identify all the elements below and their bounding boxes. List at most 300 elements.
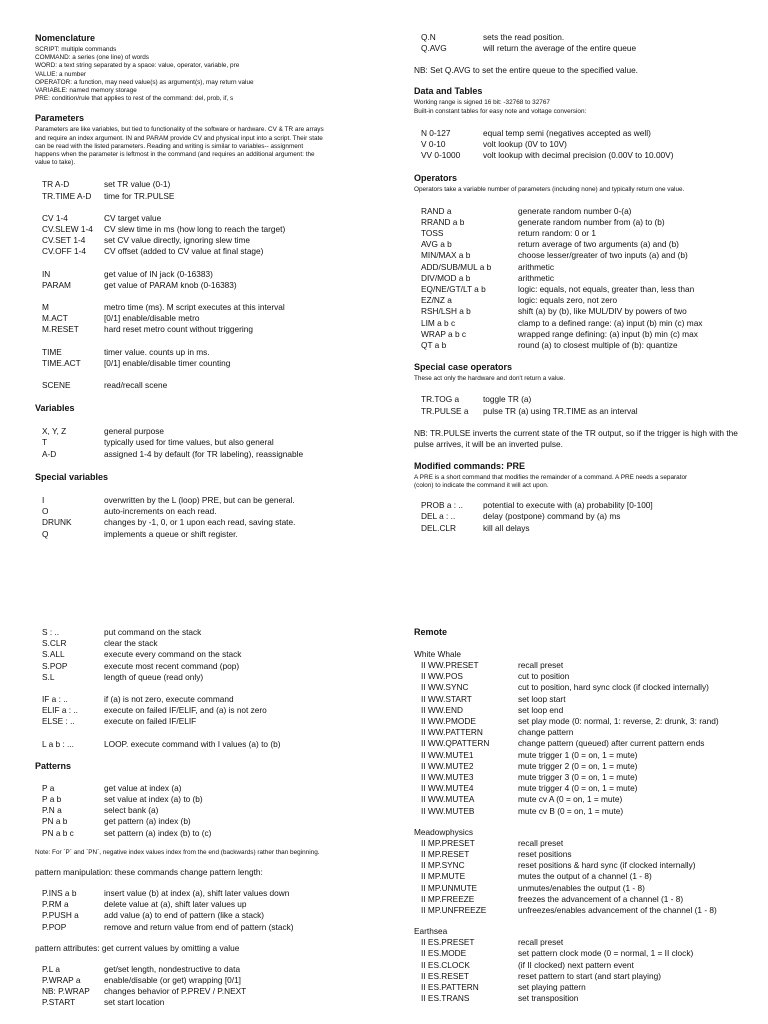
table-row: [414, 511, 754, 522]
row-key: II ES.PATTERN: [421, 982, 479, 993]
table-row: [414, 894, 754, 905]
row-value: metro time (ms). M script executes at this interval: [104, 302, 285, 313]
table-row: [414, 883, 754, 894]
table-row: [35, 922, 370, 933]
row-key: II WW.PATTERN: [421, 727, 483, 738]
row-value: LOOP. execute command with I values (a) to (b): [104, 738, 281, 749]
data-tables-title: Data and Tables: [414, 86, 483, 97]
table-row: [35, 627, 370, 638]
table-row: [414, 948, 754, 959]
row-key: CV.SET 1-4: [42, 235, 86, 246]
row-value: hard reset metro count without triggering: [104, 324, 253, 335]
row-value: assigned 1-4 by default (for TR labeling), reassignable: [104, 448, 304, 459]
row-value: get value of PARAM knob (0-16383): [104, 279, 237, 290]
table-row: [414, 960, 754, 971]
row-value: if (a) is not zero, execute command: [104, 694, 234, 705]
row-key: V 0-10: [421, 139, 446, 150]
table-row: [414, 738, 754, 749]
row-key: TR.TIME A-D: [42, 190, 92, 201]
row-key: S.ALL: [42, 649, 65, 660]
table-row: [35, 191, 370, 202]
table-row: [414, 783, 754, 794]
table-row: [414, 139, 754, 150]
parameters-desc-line: value to take).: [35, 159, 76, 167]
row-key: II WW.PRESET: [421, 660, 479, 670]
row-key: II MP.MUTE: [421, 871, 466, 882]
row-value: changes by -1, 0, or 1 upon each read, saving state.: [104, 517, 296, 528]
row-value: mute trigger 3 (0 = on, 1 = mute): [518, 772, 638, 783]
table-row: [35, 437, 370, 448]
table-row: [414, 794, 754, 805]
row-value: (if II clocked) next pattern event: [518, 959, 634, 970]
row-key: II MP.UNFREEZE: [421, 905, 487, 916]
row-value: add value (a) to end of pattern (like a stack): [104, 910, 265, 921]
row-value: execute every command on the stack: [104, 649, 242, 660]
nomenclature-line: SCRIPT: multiple commands: [35, 46, 117, 53]
table-row: [414, 937, 754, 948]
row-value: mute trigger 2 (0 = on, 1 = mute): [518, 760, 638, 771]
row-value: get pattern (a) index (b): [104, 816, 191, 827]
row-value: set start location: [104, 997, 165, 1008]
row-key: RRAND a b: [421, 216, 465, 227]
table-row: [414, 217, 754, 228]
row-value: mute cv A (0 = on, 1 = mute): [518, 794, 623, 805]
table-row: [35, 269, 370, 280]
parameters-title: Parameters: [35, 113, 85, 124]
row-value: set value at index (a) to (b): [104, 794, 203, 805]
nomenclature-line: OPERATOR: a function, may need value(s) as argument(s), may return value: [35, 78, 254, 86]
modified-desc-line: A PRE is a short command that modifies the remainder of a command. A PRE needs a separator: [414, 473, 688, 481]
table-row: [35, 694, 370, 705]
row-key: DIV/MOD a b: [421, 272, 471, 283]
nomenclature-line: PRE: condition/rule that applies to rest of the command: del, prob, if, s: [35, 95, 234, 103]
table-row: [35, 324, 370, 335]
table-row: [35, 179, 370, 190]
row-key: DEL a : ..: [421, 511, 456, 522]
row-value: arithmetic: [518, 272, 554, 283]
table-row: [414, 43, 754, 54]
left-column-bottom: [35, 627, 370, 1009]
row-key: II WW.MUTE4: [421, 783, 474, 794]
table-row: [35, 347, 370, 358]
earthsea-title: Earthsea: [414, 926, 448, 937]
row-key: DRUNK: [42, 517, 72, 528]
table-row: [35, 380, 370, 391]
row-key: P a b: [42, 794, 62, 805]
table-row: [35, 426, 370, 437]
parameters-desc-line: happens when the parameter is leftmost in the command (and requires an additional argument: the: [35, 151, 315, 159]
row-value: generate random number from (a) to (b): [518, 216, 665, 227]
row-key: X, Y, Z: [42, 426, 67, 437]
table-row: [414, 849, 754, 860]
table-row: [414, 761, 754, 772]
operators-title: Operators: [414, 173, 458, 184]
row-value: execute on failed IF/ELIF, and (a) is not zero: [104, 705, 267, 716]
row-key: CV.OFF 1-4: [42, 246, 86, 257]
row-key: II ES.TRANS: [421, 993, 470, 1004]
table-row: [35, 888, 370, 899]
row-value: wrapped range defining: (a) input (b) min (c) max: [518, 328, 698, 339]
row-value: freezes the advancement of a channel (1 - 8): [518, 893, 684, 904]
row-key: AVG a b: [421, 239, 452, 250]
table-row: [35, 517, 370, 528]
modified-desc-line: (colon) to indicate the command it will act upon.: [414, 482, 549, 490]
row-value: get/set length, nondestructive to data: [104, 963, 241, 974]
row-value: execute most recent command (pop): [104, 660, 240, 671]
nomenclature-line: VALUE: a number: [35, 70, 87, 78]
row-key: TR A-D: [42, 179, 70, 190]
row-key: II MP.RESET: [421, 849, 470, 860]
table-row: [35, 302, 370, 313]
nomenclature-line: WORD: a text string separated by a space: value, operator, variable, pre: [35, 62, 240, 70]
row-value: overwritten by the L (loop) PRE, but can be general.: [104, 494, 295, 505]
row-key: TR.PULSE a: [421, 405, 469, 416]
row-value: will return the average of the entire queue: [483, 43, 637, 54]
row-value: [0/1] enable/disable metro: [104, 313, 200, 324]
row-key: LIM a b c: [421, 317, 456, 328]
row-value: return average of two arguments (a) and (b): [518, 239, 679, 250]
table-row: [35, 246, 370, 257]
row-key: II WW.MUTE2: [421, 760, 474, 771]
row-key: II WW.MUTE3: [421, 772, 474, 783]
row-value: cut to position: [518, 671, 570, 682]
row-value: toggle TR (a): [483, 394, 532, 405]
variables-title: Variables: [35, 403, 75, 414]
row-key: P.INS a b: [42, 888, 77, 899]
table-row: [414, 682, 754, 693]
row-key: S.L: [42, 671, 55, 682]
table-row: [35, 805, 370, 816]
row-value: change pattern (queued) after current pattern ends: [518, 738, 705, 749]
row-key: MIN/MAX a b: [421, 250, 471, 261]
operators-desc: Operators take a variable number of parameters (including none) and typically return one value.: [414, 186, 685, 194]
row-key: A-D: [42, 448, 57, 459]
table-row: [35, 794, 370, 805]
row-value: arithmetic: [518, 261, 554, 272]
table-row: [35, 506, 370, 517]
row-key: L a b : ...: [42, 738, 74, 749]
patterns-title: Patterns: [35, 760, 72, 771]
row-key: M: [42, 302, 49, 313]
parameters-desc-line: and require an index argument. IN and PARAM provide CV and physical input into a script. Their state: [35, 134, 323, 142]
table-row: [35, 213, 370, 224]
row-value: equal temp semi (negatives accepted as well): [483, 127, 651, 138]
pattern-manipulation-title: pattern manipulation: these commands change pattern length:: [35, 867, 263, 878]
row-value: CV offset (added to CV value at final stage): [104, 246, 264, 257]
row-key: II MP.FREEZE: [421, 893, 475, 904]
table-row: [414, 905, 754, 916]
table-row: [414, 329, 754, 340]
row-value: insert value (b) at index (a), shift later values down: [104, 888, 290, 899]
row-value: logic: equals zero, not zero: [518, 295, 618, 306]
row-key: P.POP: [42, 921, 67, 932]
row-key: II ES.RESET: [421, 970, 469, 981]
table-row: [35, 529, 370, 540]
row-value: kill all delays: [483, 522, 530, 533]
row-key: EZ/NZ a: [421, 295, 452, 306]
row-key: TR.TOG a: [421, 394, 460, 405]
row-key: TOSS: [421, 228, 444, 239]
modified-title: Modified commands: PRE: [414, 460, 526, 471]
row-value: mute trigger 1 (0 = on, 1 = mute): [518, 749, 638, 760]
table-row: [414, 32, 754, 43]
row-key: II MP.SYNC: [421, 860, 465, 871]
table-row: [35, 313, 370, 324]
row-value: CV target value: [104, 212, 162, 223]
row-value: get value at index (a): [104, 782, 182, 793]
row-key: I: [42, 494, 45, 505]
row-value: potential to execute with (a) probability [0-100]: [483, 500, 653, 511]
row-key: II WW.MUTEB: [421, 805, 475, 816]
row-key: II ES.MODE: [421, 948, 467, 959]
row-key: PN a b: [42, 816, 68, 827]
row-value: length of queue (read only): [104, 671, 204, 682]
parameters-desc-line: Parameters are like variables, but tied to functionality of the software or hardware. CV & TR are arrays: [35, 126, 324, 134]
row-value: recall preset: [518, 937, 564, 948]
row-key: ELIF a : ..: [42, 705, 78, 716]
row-value: set playing pattern: [518, 982, 586, 993]
row-value: reset pattern to start (and start playing): [518, 970, 661, 981]
table-row: [414, 206, 754, 217]
nomenclature-line: COMMAND: a series (one line) of words: [35, 54, 149, 62]
row-value: clear the stack: [104, 638, 158, 649]
table-row: [414, 318, 754, 329]
row-key: II WW.END: [421, 704, 463, 715]
row-key: P.N a: [42, 805, 62, 816]
meadowphysics-title: Meadowphysics: [414, 826, 474, 837]
row-key: P.WRAP a: [42, 975, 81, 986]
row-key: RSH/LSH a b: [421, 306, 471, 317]
row-key: II ES.PRESET: [421, 937, 475, 948]
row-value: sets the read position.: [483, 32, 565, 42]
row-key: EQ/NE/GT/LT a b: [421, 284, 486, 295]
row-key: PROB a : ..: [421, 500, 463, 511]
table-row: [35, 910, 370, 921]
row-key: ELSE : ..: [42, 716, 75, 727]
row-key: VV 0-1000: [421, 150, 461, 161]
table-row: [414, 838, 754, 849]
row-key: II MP.UNMUTE: [421, 882, 478, 893]
table-row: [35, 816, 370, 827]
row-key: T: [42, 437, 48, 448]
remote-title: Remote: [414, 627, 448, 637]
table-row: [35, 649, 370, 660]
row-key: CV.SLEW 1-4: [42, 224, 93, 235]
table-row: [414, 406, 754, 417]
table-row: [35, 975, 370, 986]
table-row: [35, 705, 370, 716]
row-value: delete value at (a), shift later values up: [104, 899, 247, 910]
queue-note: NB: Set Q.AVG to set the entire queue to the specified value.: [414, 65, 638, 76]
table-row: [35, 224, 370, 235]
row-value: unmutes/enables the output (1 - 8): [518, 882, 645, 893]
table-row: [35, 986, 370, 997]
row-value: volt lookup with decimal precision (0.00V to 10.00V): [483, 150, 674, 161]
special-ops-note: NB: TR.PULSE inverts the current state of the TR output, so if the trigger is high with the pulse arrives, it will be an inverted pulse.: [414, 427, 738, 449]
row-key: II WW.SYNC: [421, 682, 469, 693]
table-row: [414, 660, 754, 671]
table-row: [414, 523, 754, 534]
special-ops-title: Special case operators: [414, 362, 513, 373]
row-value: mutes the output of a channel (1 - 8): [518, 871, 652, 882]
table-row: [35, 716, 370, 727]
table-row: [414, 982, 754, 993]
row-value: logic: equals, not equals, greater than, less than: [518, 284, 695, 295]
table-row: [35, 783, 370, 794]
row-key: N 0-127: [421, 127, 451, 138]
row-value: pulse TR (a) using TR.TIME as an interval: [483, 405, 638, 416]
table-row: [35, 638, 370, 649]
table-row: [414, 716, 754, 727]
row-key: SCENE: [42, 380, 71, 391]
row-value: recall preset: [518, 837, 564, 848]
row-key: II WW.MUTE1: [421, 749, 474, 760]
row-key: TIME: [42, 346, 62, 357]
table-row: [414, 239, 754, 250]
row-value: mute cv B (0 = on, 1 = mute): [518, 805, 624, 816]
left-column-top: [35, 33, 370, 540]
row-value: reset positions: [518, 849, 572, 860]
table-row: [414, 727, 754, 738]
row-key: O: [42, 506, 49, 517]
row-value: remove and return value from end of pattern (stack): [104, 921, 294, 932]
row-value: set loop start: [518, 693, 566, 704]
row-key: PARAM: [42, 279, 71, 290]
right-column-bottom: [414, 627, 754, 1004]
special-ops-desc: These act only the hardware and don't return a value.: [414, 375, 566, 383]
row-value: set loop end: [518, 704, 564, 715]
row-value: enable/disable (or get) wrapping [0/1]: [104, 975, 241, 986]
table-row: [414, 705, 754, 716]
row-value: return random: 0 or 1: [518, 228, 596, 239]
table-row: [414, 871, 754, 882]
row-value: [0/1] enable/disable timer counting: [104, 357, 231, 368]
row-key: II WW.START: [421, 693, 472, 704]
table-row: [414, 394, 754, 405]
row-key: P a: [42, 782, 55, 793]
table-row: [414, 250, 754, 261]
row-value: cut to position, hard sync clock (if clocked internally): [518, 682, 709, 693]
row-key: M.RESET: [42, 324, 79, 335]
table-row: [414, 772, 754, 783]
row-key: TIME.ACT: [42, 357, 81, 368]
right-column-top: [414, 32, 754, 534]
row-value: put command on the stack: [104, 627, 202, 637]
row-value: CV slew time in ms (how long to reach the target): [104, 224, 286, 235]
nomenclature-title: Nomenclature: [35, 33, 96, 43]
row-key: II ES.CLOCK: [421, 959, 470, 970]
row-value: shift (a) by (b), like MUL/DIV by powers of two: [518, 306, 687, 317]
table-row: [414, 500, 754, 511]
row-key: PN a b c: [42, 827, 74, 838]
white-whale-title: White Whale: [414, 649, 462, 659]
table-row: [414, 306, 754, 317]
row-key: II WW.POS: [421, 671, 463, 682]
table-row: [414, 284, 754, 295]
table-row: [414, 128, 754, 139]
row-value: typically used for time values, but also general: [104, 437, 274, 448]
table-row: [35, 899, 370, 910]
row-key: Q.AVG: [421, 43, 447, 54]
row-key: II WW.PMODE: [421, 716, 476, 727]
table-row: [35, 661, 370, 672]
table-row: [414, 340, 754, 351]
table-row: [35, 739, 370, 750]
data-tables-desc-line: Working range is signed 16 bit: -32768 to 32767: [414, 99, 550, 107]
table-row: [414, 694, 754, 705]
row-key: IF a : ..: [42, 694, 68, 705]
table-row: [35, 672, 370, 683]
row-key: Q: [42, 528, 49, 539]
data-tables-desc-line: Built-in constant tables for easy note and voltage conversion:: [414, 107, 587, 115]
row-value: timer value. counts up in ms.: [104, 346, 210, 357]
row-key: P.L a: [42, 963, 60, 974]
row-value: set pattern clock mode (0 = normal, 1 = II clock): [518, 948, 694, 959]
row-key: II MP.PRESET: [421, 837, 475, 848]
row-value: delay (postpone) command by (a) ms: [483, 511, 621, 522]
table-row: [414, 295, 754, 306]
row-value: time for TR.PULSE: [104, 190, 175, 201]
row-value: auto-increments on each read.: [104, 506, 217, 517]
row-key: ADD/SUB/MUL a b: [421, 261, 492, 272]
row-value: changes behavior of P.PREV / P.NEXT: [104, 986, 247, 997]
row-value: implements a queue or shift register.: [104, 528, 238, 539]
row-value: unfreezes/enables advancement of the channel (1 - 8): [518, 905, 717, 916]
row-value: generate random number 0-(a): [518, 205, 632, 216]
row-key: IN: [42, 268, 51, 279]
patterns-note: Note: For `P` and `PN`, negative index values index from the end (backwards) rather than beginning.: [35, 848, 320, 856]
row-key: RAND a: [421, 205, 452, 216]
row-key: S.CLR: [42, 638, 67, 649]
row-value: select bank (a): [104, 805, 159, 816]
row-key: NB: P.WRAP: [42, 986, 90, 997]
row-key: S : ..: [42, 627, 60, 637]
row-key: II WW.MUTEA: [421, 794, 475, 805]
row-key: P.RM a: [42, 899, 69, 910]
row-value: change pattern: [518, 727, 574, 738]
row-key: Q.N: [421, 32, 436, 42]
row-value: reset positions & hard sync (if clocked internally): [518, 860, 696, 871]
row-key: S.POP: [42, 660, 68, 671]
row-value: clamp to a defined range: (a) input (b) min (c) max: [518, 317, 703, 328]
table-row: [35, 449, 370, 460]
table-row: [35, 495, 370, 506]
table-row: [35, 235, 370, 246]
row-key: P.START: [42, 997, 76, 1008]
table-row: [414, 262, 754, 273]
row-key: QT a b: [421, 340, 447, 351]
row-key: M.ACT: [42, 313, 68, 324]
row-key: II WW.QPATTERN: [421, 738, 490, 749]
row-value: set pattern (a) index (b) to (c): [104, 827, 212, 838]
row-key: P.PUSH a: [42, 910, 79, 921]
row-value: choose lesser/greater of two inputs (a) and (b): [518, 250, 688, 261]
table-row: [414, 671, 754, 682]
row-value: read/recall scene: [104, 380, 168, 391]
row-value: recall preset: [518, 660, 564, 670]
row-value: volt lookup (0V to 10V): [483, 139, 567, 150]
row-value: execute on failed IF/ELIF: [104, 716, 197, 727]
special-variables-title: Special variables: [35, 471, 109, 482]
table-row: [35, 964, 370, 975]
row-value: mute trigger 4 (0 = on, 1 = mute): [518, 783, 638, 794]
table-row: [35, 828, 370, 839]
table-row: [414, 993, 754, 1004]
row-value: round (a) to closest multiple of (b): quantize: [518, 340, 678, 351]
row-value: set transposition: [518, 993, 579, 1004]
table-row: [414, 971, 754, 982]
table-row: [35, 280, 370, 291]
